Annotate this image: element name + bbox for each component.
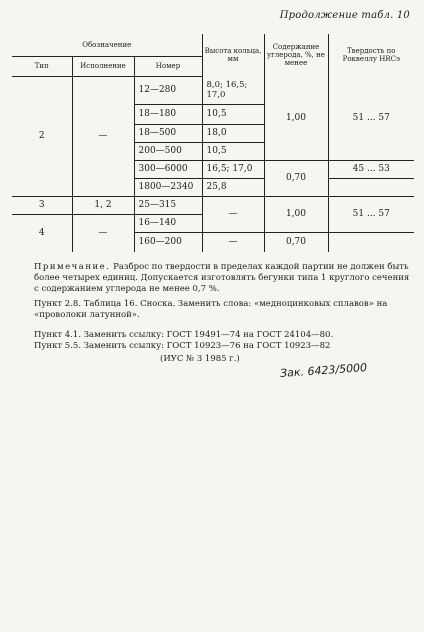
handwritten-order-number: Зак. 6423/5000 <box>279 360 368 381</box>
type-3-cell: 3 <box>12 196 72 214</box>
height-cell: 18,0 <box>202 124 264 142</box>
data-table <box>12 34 414 252</box>
type-4-cell: 4 <box>38 228 45 239</box>
number-cell: 18—180 <box>134 104 202 124</box>
number-cell: 160—200 <box>134 232 202 252</box>
ius-reference: (ИУС № 3 1985 г.) <box>160 354 240 364</box>
amendment-5-5: Пункт 5.5. Заменить ссылку: ГОСТ 10923—76 на ГОСТ 10923—82 <box>34 341 331 351</box>
carbon-cell-a: 1,00 <box>264 76 328 160</box>
header-variant: Исполнение <box>72 56 134 76</box>
header-type: Тип <box>12 56 72 76</box>
note-text: Разброс по твердости в пределах каждой партии не должен быть более четырех единиц. Допускается изготовлять бегунки типа 1 круглого сечения с содержанием углерода не менее 0,7 %. <box>34 262 410 294</box>
hardness-cell-empty <box>328 232 414 252</box>
continuation-caption: Продолжение табл. 10 <box>279 10 410 21</box>
number-cell: 12—280 <box>134 76 202 104</box>
number-cell: 300—6000 <box>134 160 202 178</box>
height-cell: 8,0; 16,5; 17,0 <box>202 76 264 104</box>
hardness-cell-empty <box>328 178 414 196</box>
number-cell: 25—315 <box>134 196 202 214</box>
number-cell: 16—140 <box>134 214 202 232</box>
amendment-2-8: Пункт 2.8. Таблица 16. Сноска. Заменить слова: «медноцинковых сплавов» на «проволоки латунной». <box>34 299 388 320</box>
hardness-cell-a: 51 ... 57 <box>328 76 414 160</box>
header-number: Номер <box>134 56 202 76</box>
carbon-cell-c: 1,00 <box>264 196 328 232</box>
number-cell: 1800—2340 <box>134 178 202 196</box>
header-hardness: Твердость по Роквеллу HRCэ <box>328 34 414 76</box>
variant-2-cell: — <box>72 76 134 196</box>
height-cell: 10,5 <box>202 104 264 124</box>
number-cell: 200—500 <box>134 142 202 160</box>
note-paragraph <box>34 262 410 295</box>
number-cell: 18—500 <box>134 124 202 142</box>
height-cell: 16,5; 17,0 <box>202 160 264 178</box>
header-designation: Обозначение <box>12 34 202 56</box>
carbon-cell-b: 0,70 <box>264 160 328 196</box>
note-label: Примечание. <box>34 262 111 272</box>
hardness-cell-c: 51 ... 57 <box>328 196 414 232</box>
height-cell: 10,5 <box>202 142 264 160</box>
variant-4-cell: — <box>72 214 134 252</box>
height-cell-dash: — <box>202 196 264 232</box>
header-carbon: Содержание углерода, %, не менее <box>264 34 328 76</box>
carbon-cell-d: 0,70 <box>264 232 328 252</box>
height-cell: 25,8 <box>202 178 264 196</box>
type-2-cell: 2 <box>12 76 72 196</box>
header-height: Высота кольца, мм <box>202 34 264 76</box>
height-cell-dash: — <box>202 232 264 252</box>
amendment-4-1: Пункт 4.1. Заменить ссылку: ГОСТ 19491—74 на ГОСТ 24104—80. <box>34 330 334 340</box>
hardness-cell-b: 45 ... 53 <box>328 160 414 178</box>
variant-3-cell: 1, 2 <box>72 196 134 214</box>
